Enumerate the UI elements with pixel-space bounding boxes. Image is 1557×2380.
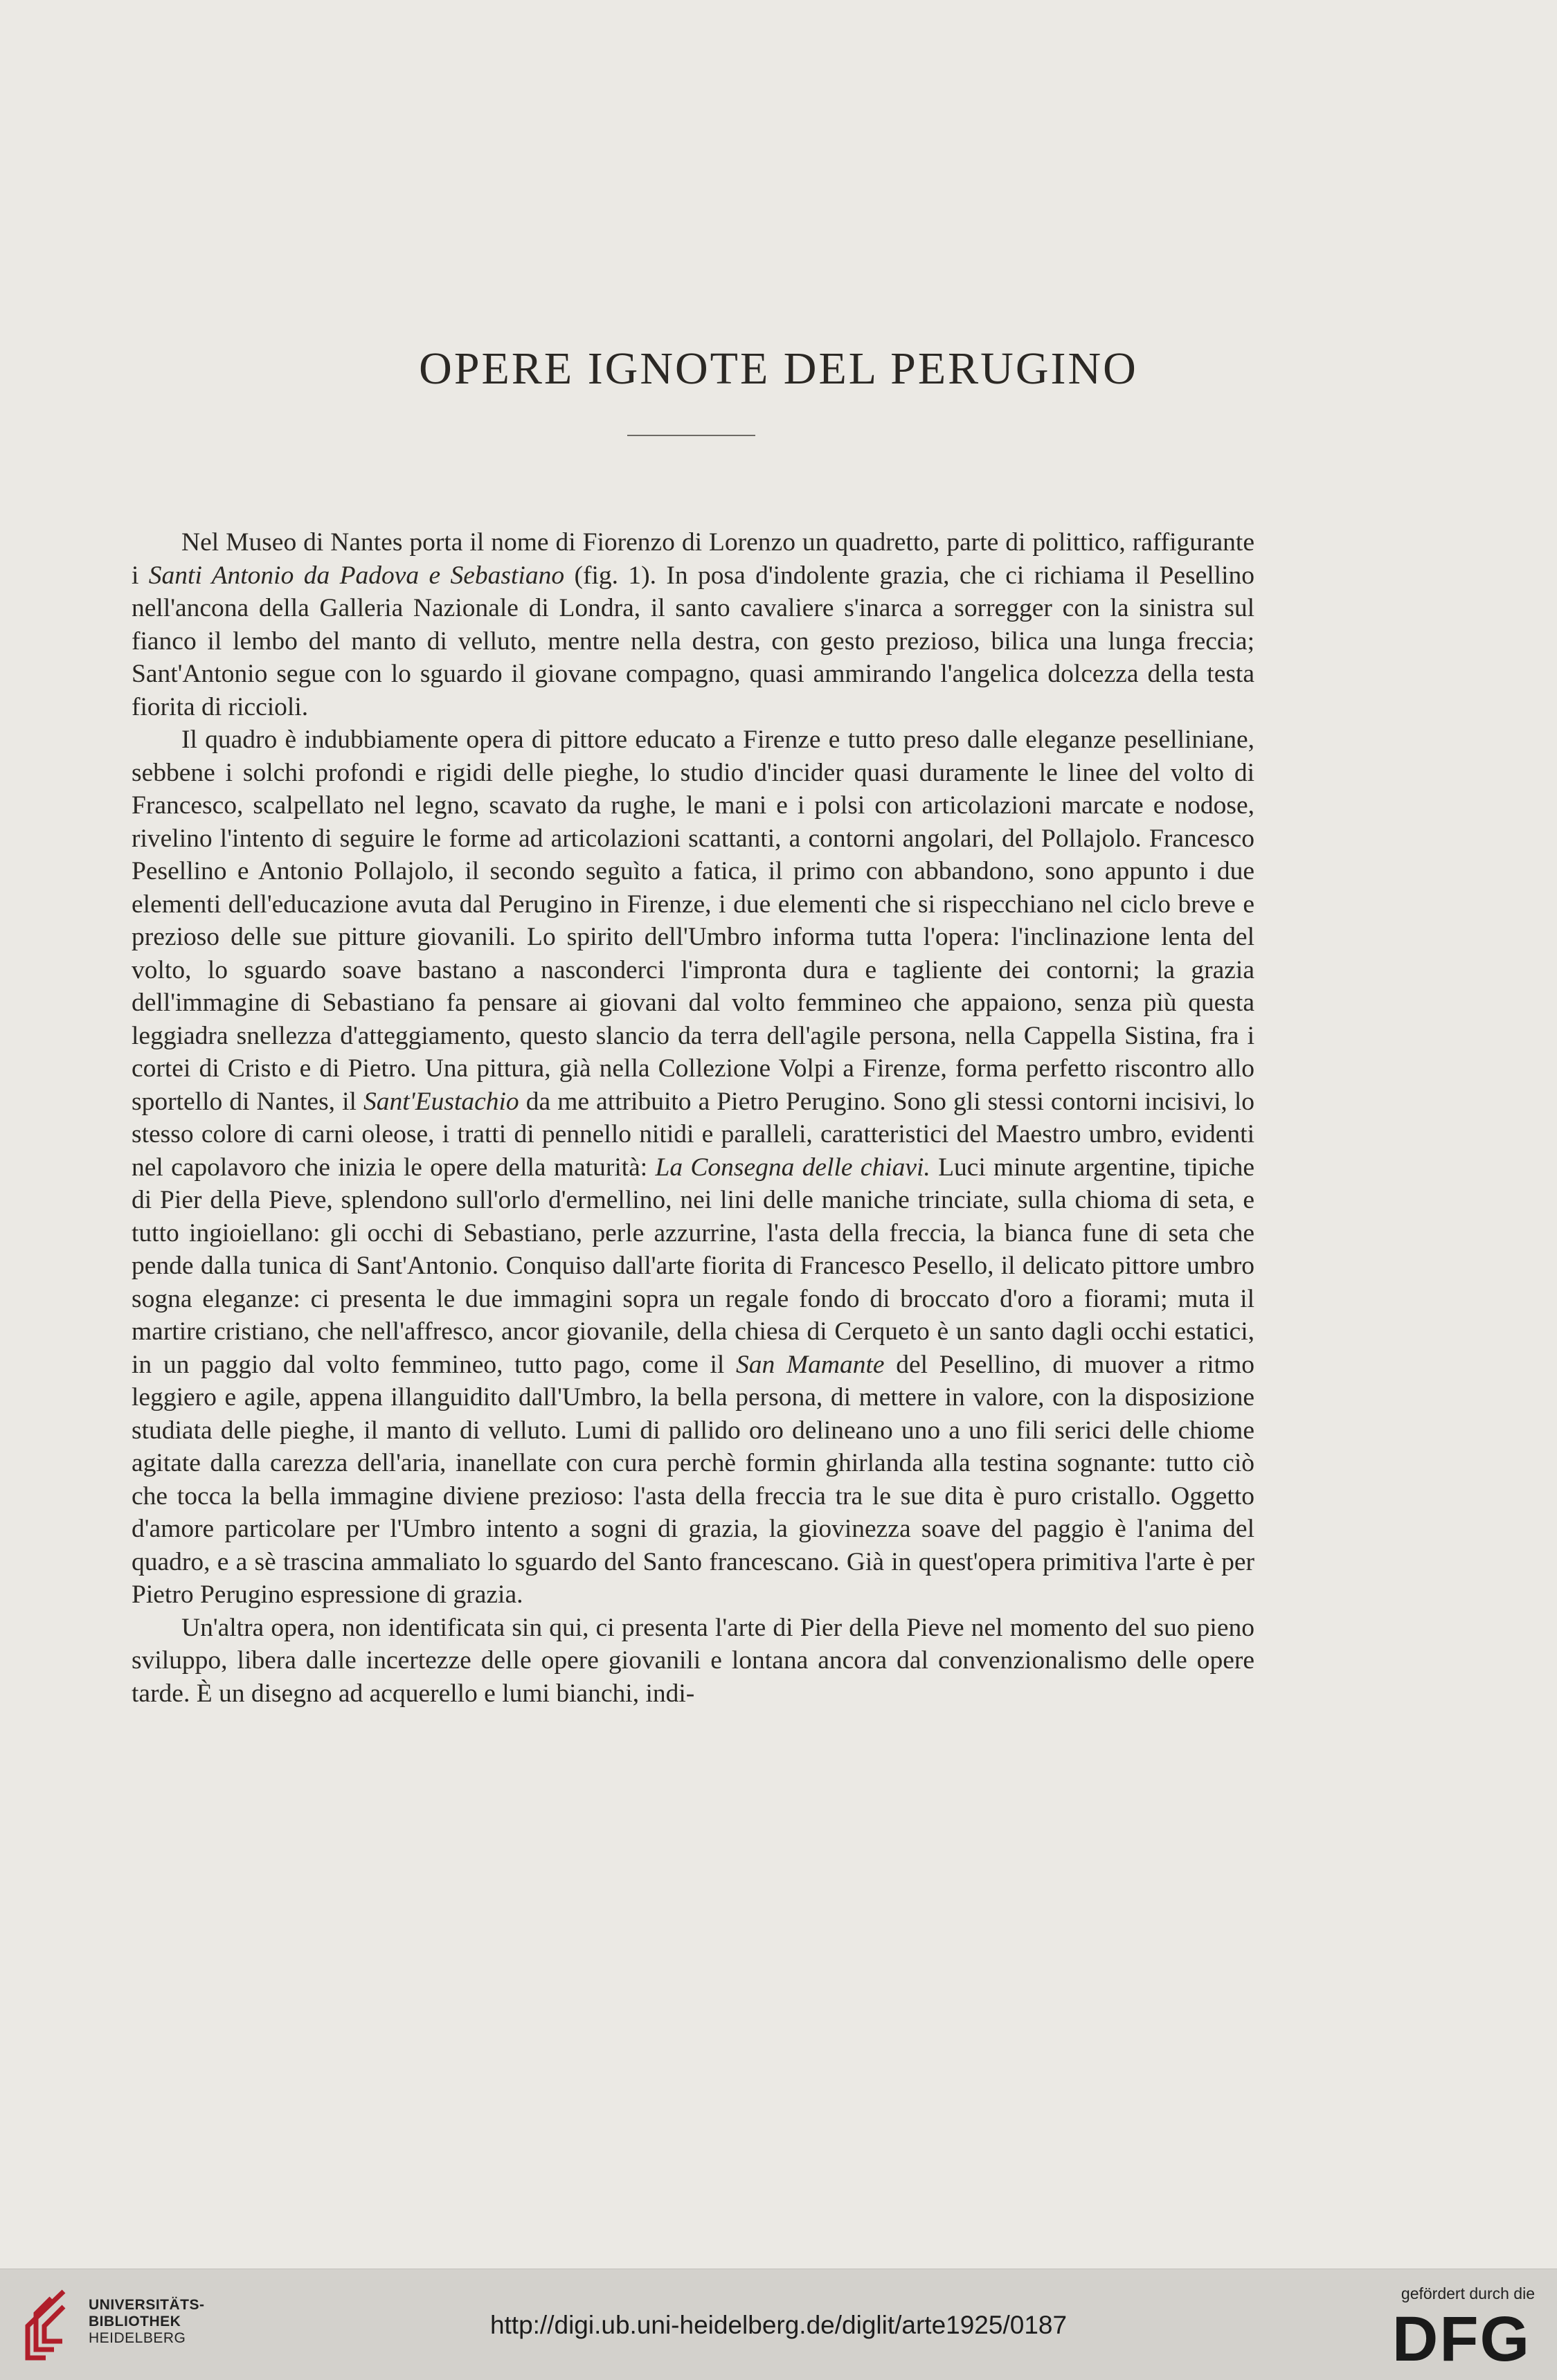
dfg-logo-text: DFG [1392,2307,1531,2368]
funded-by-label: gefördert durch die [1401,2284,1535,2302]
library-name-line-1: UNIVERSITÄTS- [89,2297,205,2313]
paragraph-2 [132,723,1254,1612]
paragraph-1-italic: Santi Antonio da Padova e Sebastiano [148,561,565,590]
paragraph-1-text-b: (fig. 1). In posa d'indolente grazia, che ci richiama il Pesellino nell'ancona della Galleria Nazionale di Londra, il santo cavaliere s'inarca a sorregger con la sinistra sul fianco il lembo del manto di velluto, mentre nella destra, con gesto prezioso, bilica una lunga freccia; Sant'Antonio segue con lo sguardo il giovane compagno, quasi ammirando l'angelica dolcezza della testa fiorita di riccioli. [132,561,1254,721]
article-body [132,526,1254,1710]
digitization-footer [0,2269,1557,2380]
title-divider [627,435,755,436]
paragraph-3: Un'altra opera, non identificata sin qui, ci presenta l'arte di Pier della Pieve nel momento del suo pieno sviluppo, libera dalle incertezze delle opere giovanili e lontana ancora dal convenzionalismo delle opere tarde. È un disegno ad acquerello e lumi bianchi, indi- [132,1613,1254,1708]
paragraph-2-text-d: del Pesellino, di muover a ritmo leggiero e agile, appena illanguidito dall'Umbro, la bella persona, di mettere in valore, con la disposizione studiata delle pieghe, il manto di velluto. Lumi di pallido oro delineano uno a uno fili serici delle chiome agitate dalla carezza dell'aria, inanellate con cura perchè formin ghirlanda alla testina sognante: tutto ciò che tocca la bella immagine diviene prezioso: l'asta della freccia tra le sue dita è puro cristallo. Oggetto d'amore particolare per l'Umbro intento a sogni di grazia, la giovinezza soave del paggio è l'anima del quadro, e a sè trascina ammaliato lo sguardo del Santo francescano. Già in quest'opera primitiva l'arte è per Pietro Perugino espressione di grazia. [132,1350,1254,1609]
dfg-logo[interactable] [1385,2307,1538,2368]
paragraph-2-italic-b: La Consegna delle chiavi. [655,1153,930,1182]
page-title: OPERE IGNOTE DEL PERUGINO [419,343,1138,394]
paragraph-2-italic-c: San Mamante [736,1350,885,1379]
paragraph-2-italic-a: Sant'Eustachio [363,1087,519,1116]
library-name-line-3: HEIDELBERG [89,2330,186,2346]
library-name-line-2: BIBLIOTHEK [89,2314,181,2329]
paragraph-1-text-a: Nel Museo di Nantes porta il nome di Fiorenzo di Lorenzo un quadretto, parte di polittico, raffigurante i [132,528,1254,590]
paragraph-2-text-a: Il quadro è indubbiamente opera di pittore educato a Firenze e tutto preso dalle eleganze pesellinianе, sebbene i solchi profondi e rigidi delle pieghe, lo studio d'incider quasi duramente le linee del volto di Francesco, scalpellato nel legno, scavato da rughe, le mani e i polsi con articolazioni marcate e nodose, rivelino l'intento di seguire le forme ad articolazioni scattanti, a contorni angolari, del Pollajolo. Francesco Pesellino e Antonio Pollajolo, il secondo seguìto a fatica, il primo con abbandono, sono appunto i due elementi dell'educazione avuta dal Perugino in Firenze, i due elementi che si rispecchiano nel ciclo breve e prezioso delle sue pitture giovanili. Lo spirito dell'Umbro informa tutta l'opera: l'inclinazione lenta del volto, lo sguardo soave bastano a nasconderci l'impronta dura e tagliente dei contorni; la grazia dell'immagine di Sebastiano fa pensare ai giovani dal volto femmineo che appaiono, senza più questa leggiadra snellezza d'atteggiamento, questo slancio da terra dell'agile persona, nella Cappella Sistina, fra i cortei di Cristo e di Pietro. Una pittura, già nella Collezione Volpi a Firenze, forma perfetto riscontro allo sportello di Nantes, il [132,725,1254,1116]
paragraph-2-text-b: da me attribuito a Pietro Perugino. Sono gli stessi contorni incisivi, lo stesso colore di carni oleose, i tratti di pennello nitidi e paralleli, caratteristici del Maestro umbro, evidenti nel capolavoro che inizia le opere della maturità: [132,1087,1254,1182]
paragraph-2-text-c: Luci minute argentine, tipiche di Pier della Pieve, splendono sull'orlo d'ermellino, nei lini delle maniche trinciate, sulla chioma di seta, e tutto ingioiellano: gli occhi di Sebastiano, perle azzurrine, l'asta della freccia, la bianca fune di seta che pende dalla tunica di Sant'Antonio. Conquiso dall'arte fiorita di Francesco Pesello, il delicato pittore umbro sogna eleganze: ci presenta le due immagini sopra un regale fondo di broccato d'oro a fiorami; muta il martire cristiano, che nell'affresco, ancor giovanile, della chiesa di Cerqueto è un santo dagli occhi estatici, in un paggio dal volto femmineo, tutto pago, come il [132,1153,1255,1379]
paragraph-1 [132,526,1254,723]
permalink-url[interactable]: http://digi.ub.uni-heidelberg.de/diglit/arte1925/0187 [489,2311,1068,2339]
